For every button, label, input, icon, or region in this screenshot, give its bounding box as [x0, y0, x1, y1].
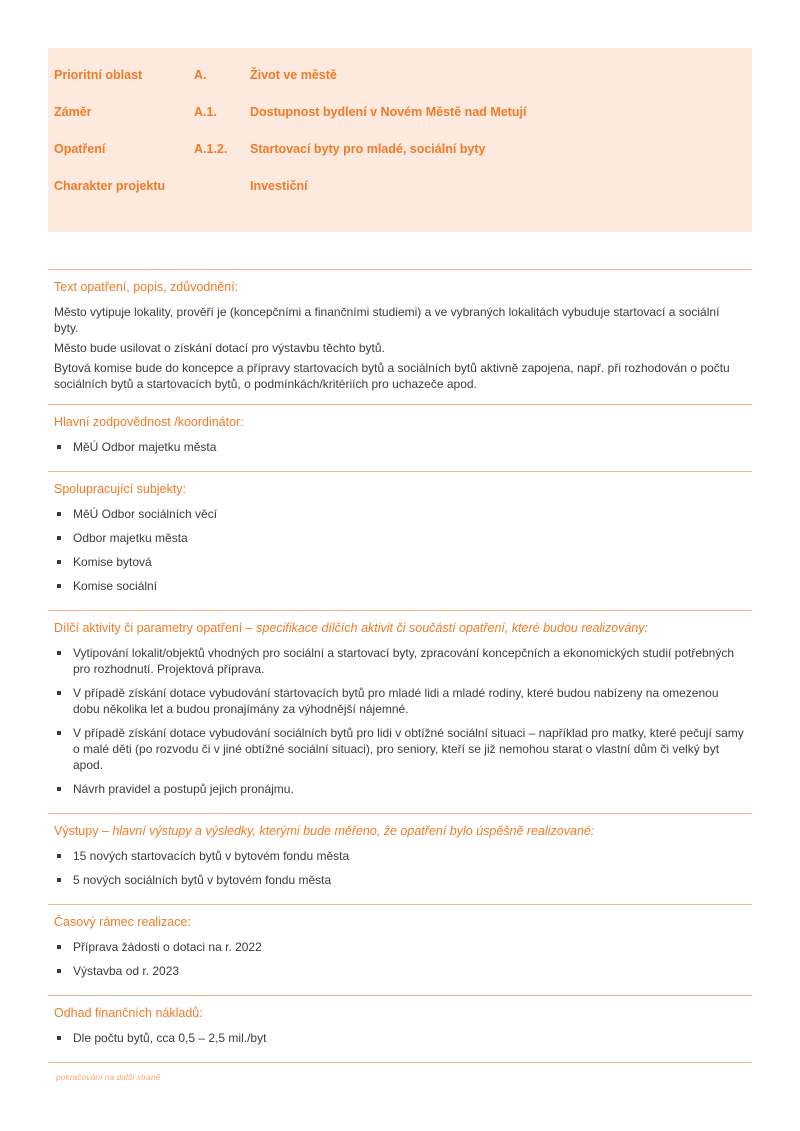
header-label: Záměr [54, 104, 92, 119]
continuation-note: pokračování na další straně [56, 1072, 161, 1082]
list-item: MěÚ Odbor majetku města [54, 439, 746, 455]
header-value: Startovací byty pro mladé, sociální byty [250, 141, 486, 156]
list-item: Návrh pravidel a postupů jejich pronájmu. [54, 781, 746, 797]
title-main: Výstupy [54, 824, 99, 838]
list-item: V případě získání dotace vybudování sociálních bytů pro lidi v obtížné sociální situaci – například pro matky, které pečují samy o malé děti (po rozvodu či v jiné obtížné sociální situaci), pro seniory, kteří se již nemohou starat o vlastní dům či velký byt apod. [54, 725, 746, 773]
list-item: V případě získání dotace vybudování startovacích bytů pro mladé lidi a mladé rodiny, které budou nabízeny na omezenou dobu několika let a budou pronajímány za výhodnější nájemné. [54, 685, 746, 717]
header-code: A.1. [194, 104, 217, 119]
section-outputs [48, 813, 752, 904]
header-row-priority [48, 56, 752, 93]
title-main: Dílčí aktivity či parametry opatření [54, 621, 243, 635]
section-title: Hlavní zodpovědnost /koordinátor: [54, 415, 244, 429]
header-code: A.1.2. [194, 141, 228, 156]
section-partners [48, 471, 752, 610]
section-title: Odhad finančních nákladů: [54, 1006, 203, 1020]
header-value: Investiční [250, 178, 308, 193]
title-subtitle: – hlavní výstupy a výsledky, kterými bude měřeno, že opatření bylo úspěšně realizované: [98, 824, 595, 838]
list-item: MěÚ Odbor sociálních věcí [54, 506, 746, 522]
header-row-character [48, 167, 752, 204]
section-activities [48, 610, 752, 813]
paragraph: Bytová komise bude do koncepce a přípravy startovacích bytů a sociálních bytů aktivně zapojena, např. při rozhodován o počtu sociálních bytů a startovacích bytů, o podmínkách/kritériích pro uchazeče apod. [54, 361, 730, 391]
header-value: Dostupnost bydlení v Novém Městě nad Metují [250, 104, 527, 119]
list-item: Komise sociální [54, 578, 746, 594]
section-title: Časový rámec realizace: [54, 915, 191, 929]
section-responsibility [48, 404, 752, 471]
list-item: Dle počtu bytů, cca 0,5 – 2,5 mil./byt [54, 1030, 746, 1046]
list-item: 5 nových sociálních bytů v bytovém fondu města [54, 872, 746, 888]
header-table [48, 48, 752, 232]
title-subtitle: – specifikace dílčích aktivit či součástí opatření, které budou realizovány: [242, 621, 649, 635]
list-item: Vytipování lokalit/objektů vhodných pro sociální a startovací byty, zpracování koncepčních a ekonomických studií potřebných pro rozhodnutí. Projektová příprava. [54, 645, 746, 677]
header-code: A. [194, 67, 207, 82]
header-row-measure [48, 130, 752, 167]
header-label: Prioritní oblast [54, 67, 143, 82]
section-title [54, 823, 746, 839]
section-timeline [48, 904, 752, 995]
section-title [54, 620, 746, 636]
section-title: Text opatření, popis, zdůvodnění: [54, 280, 239, 294]
list-item: 15 nových startovacích bytů v bytovém fondu města [54, 848, 746, 864]
document-page [48, 48, 752, 1091]
paragraph: Město bude usilovat o získání dotací pro výstavbu těchto bytů. [54, 341, 385, 355]
list-item: Příprava žádosti o dotaci na r. 2022 [54, 939, 746, 955]
section-title: Spolupracující subjekty: [54, 482, 187, 496]
header-row-goal [48, 93, 752, 130]
section-costs [48, 995, 752, 1062]
section-text [48, 269, 752, 404]
header-label: Opatření [54, 141, 106, 156]
header-value: Život ve městě [250, 67, 337, 82]
paragraph: Město vytipuje lokality, prověří je (koncepčními a finančními studiemi) a ve vybraných lokalitách vybuduje startovací a sociální byty. [54, 305, 720, 335]
header-label: Charakter projektu [54, 178, 166, 193]
list-item: Komise bytová [54, 554, 746, 570]
list-item: Výstavba od r. 2023 [54, 963, 746, 979]
list-item: Odbor majetku města [54, 530, 746, 546]
